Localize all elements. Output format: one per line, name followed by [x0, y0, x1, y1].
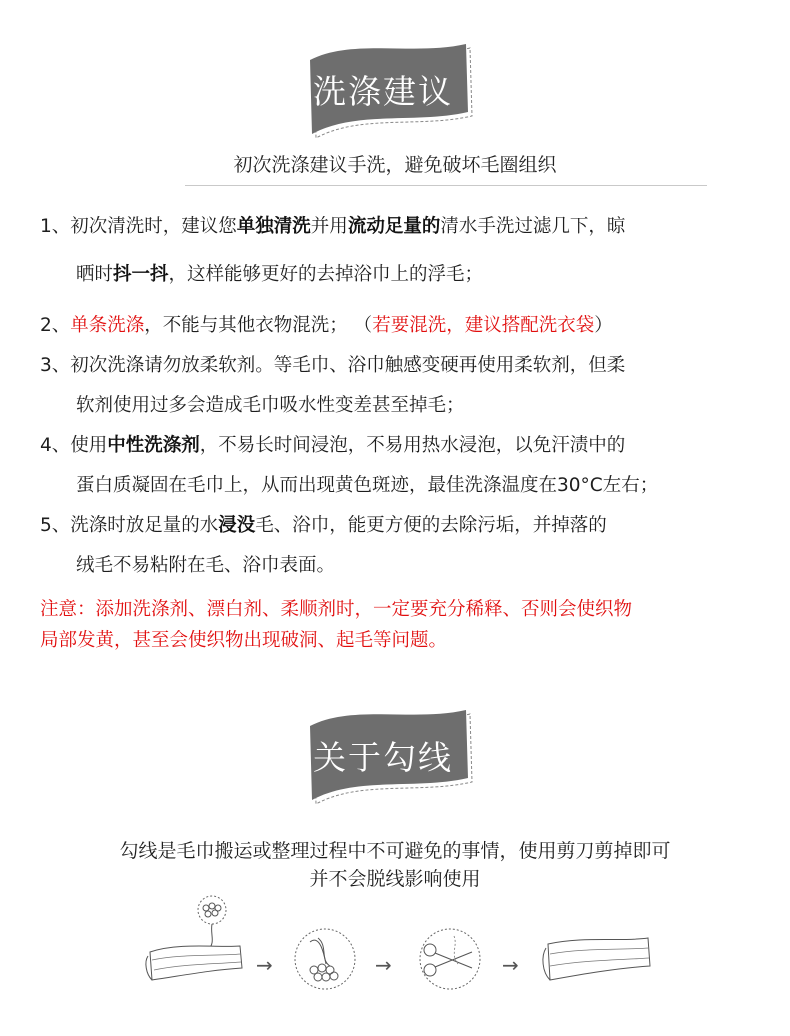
section-title: 关于勾线 — [313, 738, 453, 777]
note-line-1: 注意：添加洗涤剂、漂白剂、柔顺剂时，一定要充分稀释、否则会使织物 — [40, 599, 633, 620]
arrow-right-icon: → — [502, 953, 519, 977]
item-5-line-2: 绒毛不易粘附在毛、浴巾表面。 — [76, 555, 336, 576]
section-banner-snag — [298, 704, 478, 804]
snag-closeup-icon — [290, 924, 360, 994]
item-3-line-2: 软剂使用过多会造成毛巾吸水性变差甚至掉毛； — [76, 395, 465, 416]
snag-description-line-2: 并不会脱线影响使用 — [309, 868, 481, 890]
warning-note — [40, 594, 770, 656]
item-3-line-1: 3、初次洗涤请勿放柔软剂。等毛巾、浴巾触感变硬再使用柔软剂，但柔 — [40, 355, 626, 376]
section-subtitle: 初次洗涤建议手洗，避免破坏毛圈组织 — [233, 154, 557, 176]
item-2-line-1: 2、单条洗涤，不能与其他衣物混洗； （若要混洗，建议搭配洗衣袋） — [40, 315, 613, 336]
item-4-line-1: 4、使用中性洗涤剂，不易长时间浸泡，不易用热水浸泡，以免汗渍中的 — [40, 435, 626, 456]
folded-towel-with-snag-icon — [140, 890, 250, 990]
section-title: 洗涤建议 — [313, 72, 453, 111]
arrow-right-icon: → — [375, 953, 392, 977]
item-5-line-1: 5、洗涤时放足量的水浸没毛、浴巾，能更方便的去除污垢，并掉落的 — [40, 515, 607, 536]
folded-towel-icon — [538, 930, 658, 992]
note-line-2: 局部发黄，甚至会使织物出现破洞、起毛等问题。 — [40, 630, 448, 651]
scissors-cutting-icon — [410, 924, 490, 994]
section-banner-washing — [298, 38, 478, 138]
item-1-line-1: 1、初次清洗时，建议您单独清洗并用流动足量的清水手洗过滤几下，晾 — [40, 216, 626, 237]
divider — [185, 185, 707, 186]
snag-description-line-1: 勾线是毛巾搬运或整理过程中不可避免的事情，使用剪刀剪掉即可 — [119, 840, 671, 862]
item-4-line-2: 蛋白质凝固在毛巾上，从而出现黄色斑迹，最佳洗涤温度在30°C左右； — [76, 475, 659, 496]
item-1-line-2: 晒时抖一抖，这样能够更好的去掉浴巾上的浮毛； — [76, 264, 484, 285]
arrow-right-icon: → — [256, 953, 273, 977]
